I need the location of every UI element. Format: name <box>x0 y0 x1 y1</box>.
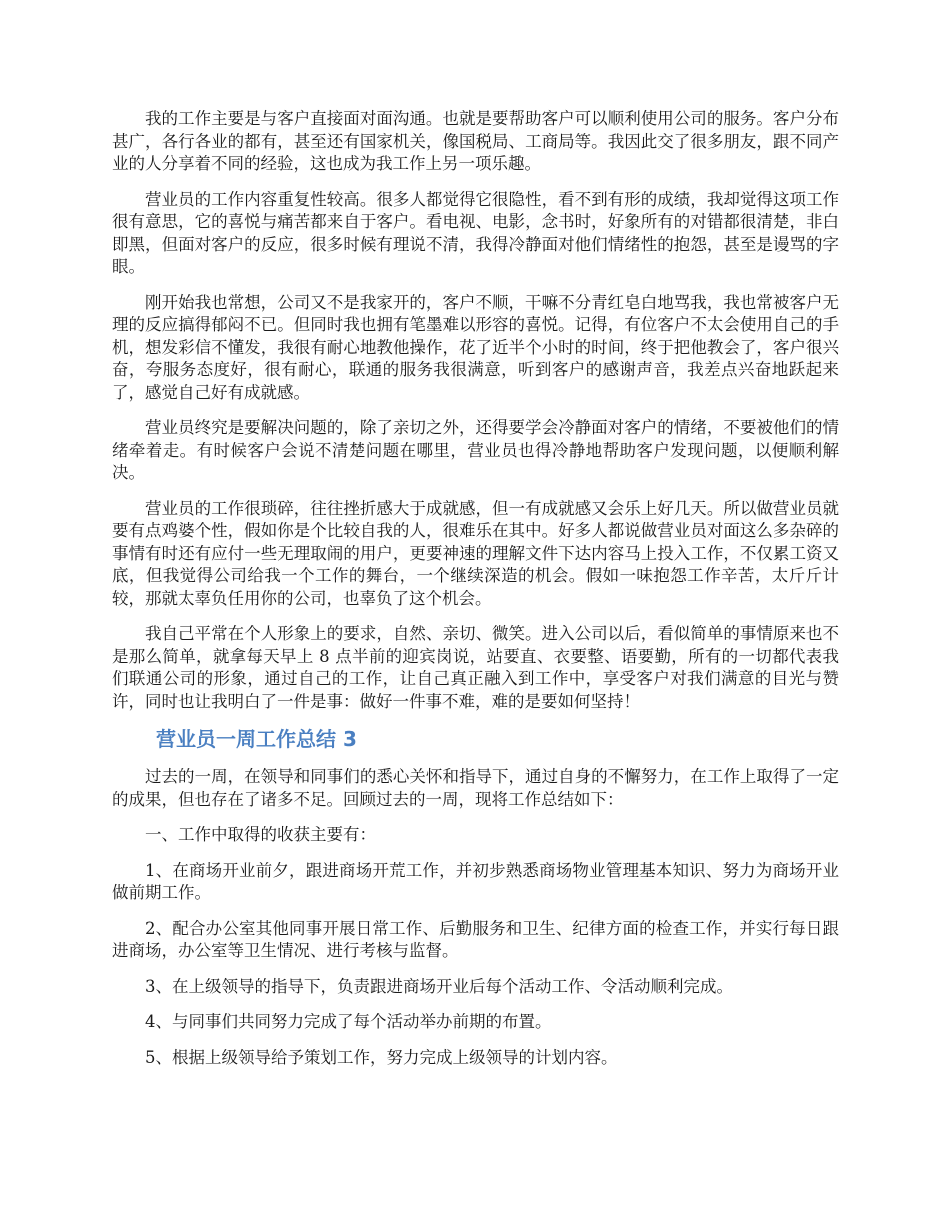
document-page <box>112 108 839 1082</box>
list-item: 4、与同事们共同努力完成了每个活动举办前期的布置。 <box>145 1012 552 1031</box>
section-weekly-summary <box>112 766 839 1069</box>
section-reflections <box>112 108 839 713</box>
list-item: 1、在商场开业前夕，跟进商场开荒工作，并初步熟悉商场物业管理基本知识、努力为商场开业做前期工作。 <box>112 860 839 902</box>
intro-paragraph: 过去的一周，在领导和同事们的悉心关怀和指导下，通过自身的不懈努力，在工作上取得了一定的成果，但也存在了诸多不足。回顾过去的一周，现将工作总结如下： <box>112 767 839 809</box>
body-paragraph: 营业员的工作内容重复性较高。很多人都觉得它很隐性，看不到有形的成绩，我却觉得这项工作很有意思，它的喜悦与痛苦都来自于客户。看电视、电影，念书时，好象所有的对错都很清楚，非白即黑，但面对客户的反应，很多时候有理说不清，我得冷静面对他们情绪性的抱怨，甚至是谩骂的字眼。 <box>112 189 839 276</box>
list-heading: 一、工作中取得的收获主要有： <box>145 825 376 844</box>
body-paragraph: 营业员的工作很琐碎，往往挫折感大于成就感，但一有成就感又会乐上好几天。所以做营业员就要有点鸡婆个性，假如你是个比较自我的人，很难乐在其中。好多人都说做营业员对面这么多杂碎的事情有时还有应付一些无理取闹的用户，更要神速的理解文件下达内容马上投入工作，不仅累工资又底，但我觉得公司给我一个工作的舞台，一个继续深造的机会。假如一味抱怨工作辛苦，太斤斤计较，那就太辜负任用你的公司，也辜负了这个机会。 <box>112 498 839 608</box>
body-paragraph: 刚开始我也常想，公司又不是我家开的，客户不顺，干嘛不分青红皂白地骂我，我也常被客户无理的反应搞得郁闷不已。但同时我也拥有笔墨难以形容的喜悦。记得，有位客户不太会使用自己的手机，想发彩信不懂发，我很有耐心地教他操作，花了近半个小时的时间，终于把他教会了，客户很兴奋，夸服务态度好，很有耐心，联通的服务我很满意，听到客户的感谢声音，我差点兴奋地跃起来了，感觉自己好有成就感。 <box>112 292 839 402</box>
body-paragraph: 我的工作主要是与客户直接面对面沟通。也就是要帮助客户可以顺利使用公司的服务。客户分布甚广，各行各业的都有，甚至还有国家机关，像国税局、工商局等。我因此交了很多朋友，跟不同产业的人分享着不同的经验，这也成为我工作上另一项乐趣。 <box>112 109 839 173</box>
list-item: 5、根据上级领导给予策划工作，努力完成上级领导的计划内容。 <box>145 1047 618 1067</box>
body-paragraph: 营业员终究是要解决问题的，除了亲切之外，还得要学会冷静面对客户的情绪，不要被他们的情绪牵着走。有时候客户会说不清楚问题在哪里，营业员也得冷静地帮助客户发现问题，以便顺利解决。 <box>112 418 839 482</box>
section-heading: 营业员一周工作总结 3 <box>156 727 357 751</box>
body-paragraph: 我自己平常在个人形象上的要求，自然、亲切、微笑。进入公司以后，看似简单的事情原来也不是那么简单，就拿每天早上 8 点半前的迎宾岗说，站要直、衣要整、语要勤，所有的一切都代表我们联通公司的形象，通过自己的工作，让自己真正融入到工作中，享受客户对我们满意的目光与赞许，同时也让我明白了一件是事：做好一件事不难，难的是要如何坚持！ <box>112 624 839 711</box>
list-item: 3、在上级领导的指导下，负责跟进商场开业后每个活动工作、令活动顺利完成。 <box>145 976 733 996</box>
list-item: 2、配合办公室其他同事开展日常工作、后勤服务和卫生、纪律方面的检查工作，并实行每日跟进商场，办公室等卫生情况、进行考核与监督。 <box>112 918 839 960</box>
